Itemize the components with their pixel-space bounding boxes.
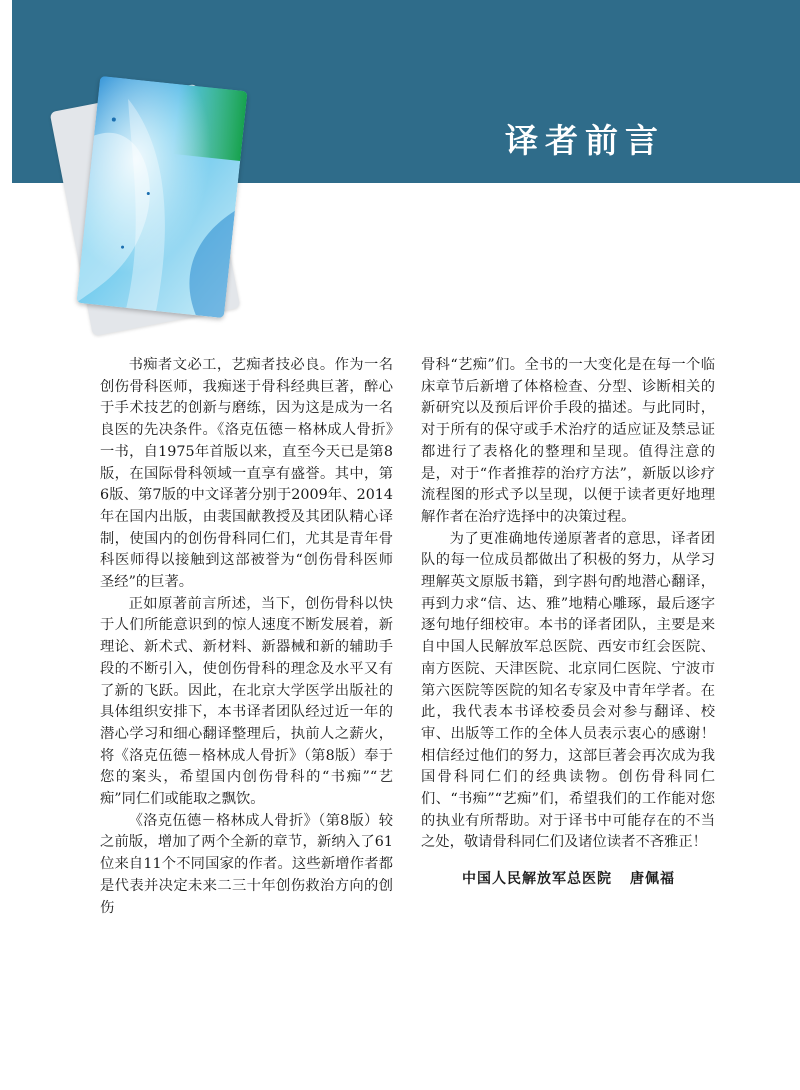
paragraph: 《洛克伍德－格林成人骨折》（第8版）较之前版，增加了两个全新的章节，新纳入了61位来自11个不同国家的作者。这些新增作者都是代表并决定未来二三十年创伤救治方向的创伤	[100, 812, 393, 916]
body-column-right	[421, 355, 715, 854]
signature	[462, 868, 675, 888]
body-column-left	[100, 355, 393, 919]
flower-photo	[76, 76, 247, 318]
paragraph: 书痴者文必工，艺痴者技必良。作为一名创伤骨科医师，我痴迷于骨科经典巨著，醉心于手术技艺的创新与磨练，因为这是成为一名良医的先决条件。《洛克伍德－格林成人骨折》一书，自1975年首版以来，直至今天已是第8版，在国际骨科领域一直享有盛誉。其中，第6版、第7版的中文译著分别于2009年、2014年在国内出版，由裴国献教授及其团队精心译制，使国内的创伤骨科同仁们，尤其是青年骨科医师得以接触到这部被誉为“创伤骨科医师圣经”的巨著。	[100, 357, 393, 591]
decorative-photo	[70, 78, 260, 338]
paragraph-continued: 骨科“艺痴”们。全书的一大变化是在每一个临床章节后新增了体格检查、分型、诊断相关的新研究以及预后评价手段的描述。与此同时，对于所有的保守或手术治疗的适应证及禁忌证都进行了表格化的整理和呈现。值得注意的是，对于“作者推荐的治疗方法”，新版以诊疗流程图的形式予以呈现，以便于读者更好地理解作者在治疗选择中的决策过程。	[421, 357, 715, 525]
page-title: 译者前言	[505, 121, 665, 160]
paragraph: 正如原著前言所述，当下，创伤骨科以快于人们所能意识到的惊人速度不断发展着，新理论、新术式、新材料、新器械和新的辅助手段的不断引入，使创伤骨科的理念及水平又有了新的飞跃。因此，在北京大学医学出版社的具体组织安排下，本书译者团队经过近一年的潜心学习和细心翻译整理后，执前人之薪火，将《洛克伍德－格林成人骨折》（第8版）奉于您的案头，希望国内创伤骨科的“书痴”“艺痴”同仁们或能取之飘饮。	[100, 595, 393, 808]
signature-name: 唐佩福	[630, 871, 675, 887]
paragraph: 为了更准确地传递原著者的意思，译者团队的每一位成员都做出了积极的努力，从学习理解英文原版书籍，到字斟句酌地潜心翻译，再到力求“信、达、雅”地精心雕琢，最后逐字逐句地仔细校审。本书的译者团队，主要是来自中国人民解放军总医院、西安市红会医院、南方医院、天津医院、北京同仁医院、宁波市第六医院等医院的知名专家及中青年学者。在此，我代表本书译校委员会对参与翻译、校审、出版等工作的全体人员表示衷心的感谢！相信经过他们的努力，这部巨著会再次成为我国骨科同仁们的经典读物。创伤骨科同仁们、“书痴”“艺痴”们，希望我们的工作能对您的执业有所帮助。对于译书中可能存在的不当之处，敬请骨科同仁们及诸位读者不吝雅正！	[421, 530, 715, 851]
signature-institution: 中国人民解放军总医院	[462, 871, 612, 887]
